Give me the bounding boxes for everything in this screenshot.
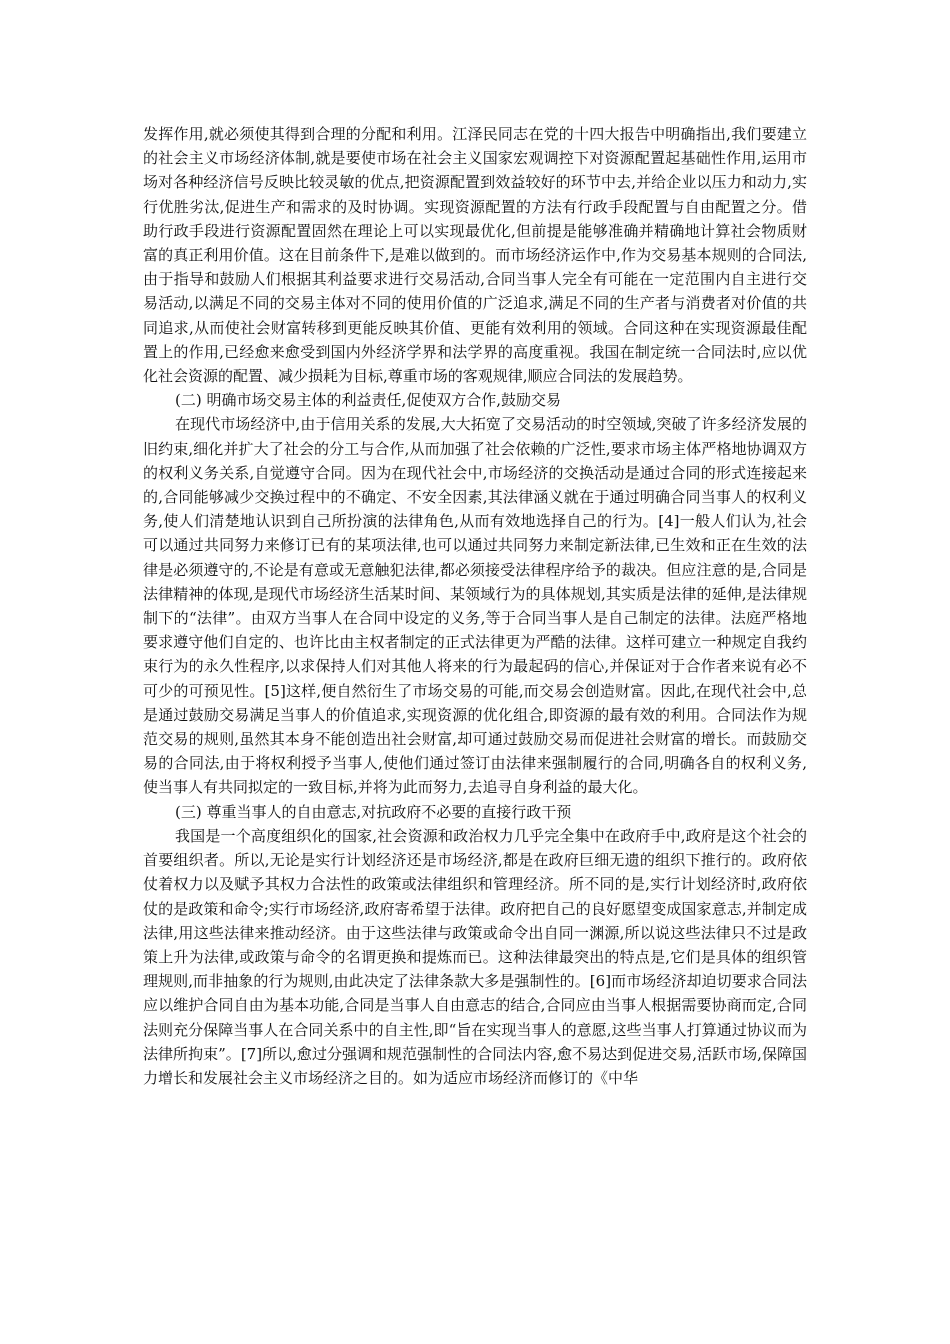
paragraph-free-will: 我国是一个高度组织化的国家,社会资源和政治权力几乎完全集中在政府手中,政府是这个社会的首要组织者。所以,无论是实行计划经济还是市场经济,都是在政府巨细无遗的组织下推行的。政府依仗着权力以及赋予其权力合法性的政策或法律组织和管理经济。所不同的是,实行计划经济时,政府依仗的是政策和命令;实行市场经济,政府寄希望于法律。政府把自己的良好愿望变成国家意志,并制定成法律,用这些法律来推动经济。由于这些法律与政策或命令出自同一渊源,所以说这些法律只不过是政策上升为法律,或政策与命令的名谓更换和提炼而已。这种法律最突出的特点是,它们是具体的组织管理规则,而非抽象的行为规则,由此决定了法律条款大多是强制性的。[6]而市场经济却迫切要求合同法应以维护合同自由为基本功能,合同是当事人自由意志的结合,合同应由当事人根据需要协商而定,合同法则充分保障当事人在合同关系中的自主性,即“旨在实现当事人的意愿,这些当事人打算通过协议而为法律所拘束”。[7]所以,愈过分强调和规范强制性的合同法内容,愈不易达到促进交易,活跃市场,保障国力增长和发展社会主义市场经济之目的。如为适应市场经济而修订的《中华	[143, 826, 807, 1087]
document-page	[143, 122, 807, 1090]
section-heading-3: (三) 尊重当事人的自由意志,对抗政府不必要的直接行政干预	[175, 802, 572, 821]
paragraph-market-trade-subjects: 在现代市场经济中,由于信用关系的发展,大大拓宽了交易活动的时空领域,突破了许多经济发展的旧约束,细化并扩大了社会的分工与合作,从而加强了社会依赖的广泛性,要求市场主体严格地协调双方的权利义务关系,自觉遵守合同。因为在现代社会中,市场经济的交换活动是通过合同的形式连接起来的,合同能够减少交换过程中的不确定、不安全因素,其法律涵义就在于通过明确合同当事人的权利义务,使人们清楚地认识到自己所扮演的法律角色,从而有效地选择自己的行为。[4]一般人们认为,社会可以通过共同努力来修订已有的某项法律,也可以通过共同努力来制定新法律,已生效和正在生效的法律是必须遵守的,不论是有意或无意触犯法律,都必须接受法律程序给予的裁决。但应注意的是,合同是法律精神的体现,是现代市场经济生活某时间、某领域行为的具体规划,其实质是法律的延伸,是法律规制下的“法律”。由双方当事人在合同中设定的义务,等于合同当事人是自己制定的法律。法庭严格地要求遵守他们自定的、也许比由主权者制定的正式法律更为严酷的法律。这样可建立一种规定自我约束行为的永久性程序,以求保持人们对其他人将来的行为最起码的信心,并保证对于合作者来说有必不可少的可预见性。[5]这样,便自然衍生了市场交易的可能,而交易会创造财富。因此,在现代社会中,总是通过鼓励交易满足当事人的价值追求,实现资源的优化组合,即资源的最有效的利用。合同法作为规范交易的规则,虽然其本身不能创造出社会财富,却可通过鼓励交易而促进社会财富的增长。而鼓励交易的合同法,由于将权利授予当事人,使他们通过签订由法律来强制履行的合同,明确各自的权利义务,使当事人有共同拟定的一致目标,并将为此而努力,去追寻自身利益的最大化。	[143, 415, 807, 797]
section-heading-2: (二) 明确市场交易主体的利益责任,促使双方合作,鼓励交易	[175, 391, 562, 410]
paragraph-resource-allocation: 发挥作用,就必须使其得到合理的分配和利用。江泽民同志在党的十四大报告中明确指出,我们要建立的社会主义市场经济体制,就是要使市场在社会主义国家宏观调控下对资源配置起基础性作用,运用市场对各种经济信号反映比较灵敏的优点,把资源配置到效益较好的环节中去,并给企业以压力和动力,实行优胜劣汰,促进生产和需求的及时协调。实现资源配置的方法有行政手段配置与自由配置之分。借助行政手段进行资源配置固然在理论上可以实现最优化,但前提是能够准确并精确地计算社会物质财富的真正利用价值。这在目前条件下,是难以做到的。而市场经济运作中,作为交易基本规则的合同法,由于指导和鼓励人们根据其利益要求进行交易活动,合同当事人完全有可能在一定范围内自主进行交易活动,以满足不同的交易主体对不同的使用价值的广泛追求,满足不同的生产者与消费者对价值的共同追求,从而使社会财富转移到更能反映其价值、更能有效利用的领域。合同这种在实现资源最佳配置上的作用,已经愈来愈受到国内外经济学界和法学界的高度重视。我国在制定统一合同法时,应以优化社会资源的配置、减少损耗为目标,尊重市场的客观规律,顺应合同法的发展趋势。	[143, 125, 807, 386]
